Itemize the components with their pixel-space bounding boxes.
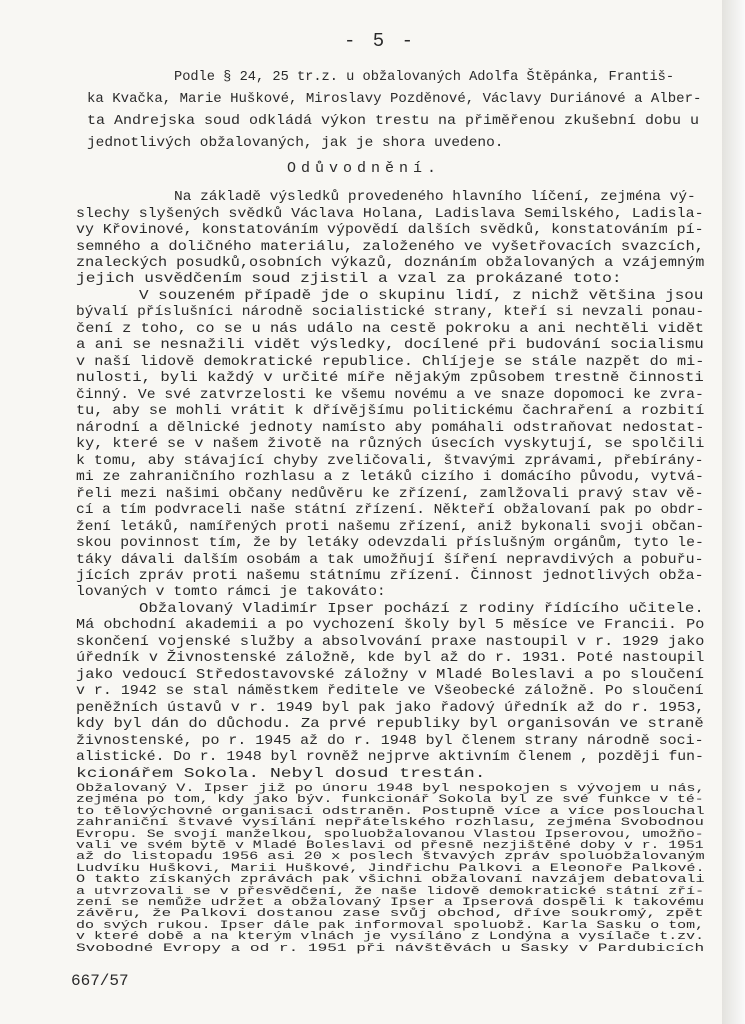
text-line: v naší lidově demokratické republice. Chlíjeje se stále nazpět do mi-: [76, 355, 705, 370]
text-line: zahraniční štvavé vysílání nepřátelského rozhlasu, zejména Svobodnou: [76, 817, 704, 830]
text-line: skončení vojenské služby a absolvování praxe nastoupil v r. 1929 jako: [76, 635, 705, 650]
text-line: do svých rukou. Ipser dále pak informoval spoluobž. Karla Sasku o tom,: [76, 919, 705, 932]
text-line: živnostenské, po r. 1945 až do r. 1948 byl členem strany národně soci-: [76, 734, 704, 749]
text-line: Ludvíku Huškovi, Marii Huškové, Jindřichu Palkovi a Eleonoře Palkové.: [76, 862, 705, 875]
text-line: k tomu, aby stávající chyby zveličovali, štvavými zprávami, přebírány-: [76, 454, 704, 469]
text-line: kdy byl dán do důchodu. Za prvé republiky byl organisován ve straně: [76, 717, 704, 732]
text-line: jako vedoucí Středostavovské záložny v Mladé Boleslavi a po sloučení: [76, 668, 705, 683]
text-line: závěru, že Palkovi dostanou zase svůj obchod, dříve soukromý, zpět: [76, 908, 704, 921]
text-line: semného a doličného materiálu, založeného ve vyšetřovacích svazcích,: [76, 240, 705, 255]
text-line: a ani se nesnažili vidět výsledky, docílené při budování socialismu: [76, 338, 704, 353]
text-line: Má obchodní akademii a po vychození školy byl 5 měsíce ve Francii. Po: [76, 618, 705, 633]
verdict-line: ka Kvačka, Marie Huškové, Miroslavy Pozděnové, Václavy Duriánové a Alber-: [87, 92, 702, 107]
text-line: Obžalovaný V. Ipser již po únoru 1948 byl nespokojen s vývojem u nás,: [76, 783, 705, 795]
text-line: skou povinnost tím, že by letáky odevzdali příslušným orgánům, tyto le-: [76, 536, 704, 551]
section-heading: Odůvodnění.: [287, 160, 442, 177]
text-line: čení z toho, co se u nás událo na cestě pokroku a ani nechtěli vidět: [76, 322, 705, 337]
text-line: žení letáků, namířených proti našemu zřízení, aniž bykonali svoji občan-: [76, 520, 705, 535]
text-line: znaleckých posudků,osobních výkazů, doznáním obžalovaných a vzájemným: [76, 256, 705, 271]
text-line: slechy slyšených svědků Václava Holana, Ladislava Semilského, Ladisla-: [76, 207, 704, 222]
scan-edge: [722, 0, 745, 1024]
text-line: bývalí příslušníci národně socialistické strany, kteří si nevzali ponau-: [76, 305, 705, 320]
file-reference: 667/57: [71, 972, 129, 990]
text-line: v r. 1942 se stal náměstkem ředitele ve Všeobecké záložně. Po sloučení: [76, 684, 704, 699]
text-line: zení se nemůže udržet a obžalovaný Ipser a Ipserová dospěli k takovému: [76, 897, 705, 909]
verdict-line: ta Andrejska soud odkládá výkon trestu na přiměřenou zkušební dobu u: [87, 114, 700, 129]
text-line: úředník v Živnostenské záložně, kde byl až do r. 1931. Poté nastoupil: [76, 651, 705, 666]
text-line: lovaných v tomto rámci je takováto:: [76, 585, 386, 600]
text-line: jejich usvědčením soud zjistil a vzal za prokázané toto:: [76, 272, 622, 287]
verdict-line: Podle § 24, 25 tr.z. u obžalovaných Adolfa Štěpánka, Františ-: [174, 70, 675, 85]
text-line: mi ze zahraničního rozhlasu a z letáků cizího i domácího původu, vytvá-: [76, 470, 704, 485]
text-line: Svobodné Evropy a od r. 1951 při návštěvách u Sasky v Pardubicích: [76, 942, 705, 955]
text-line: jících zpráv proti našemu státnímu zřízení. Činnost jednotlivých obža-: [76, 569, 704, 584]
page-number: - 5 -: [344, 30, 417, 52]
text-line: alistické. Do r. 1948 byl rovněž nejprve aktivním členem , později fun-: [76, 750, 704, 765]
text-line: cí a tím podvraceli naše státní zřízení. Někteří obžalovaní pak po obdr-: [76, 503, 705, 518]
text-line: v které době a na kterým vlnách je vysíláno z Londýna a vysílače t.zv.: [76, 931, 705, 944]
text-line: a utvrzovali se v přesvědčení, že naše lidově demokratické státní zří-: [76, 885, 705, 898]
text-line: Evropu. Se svojí manželkou, spoluobžalovanou Vlastou Ipserovou, umožňo-: [76, 828, 704, 841]
text-line: až do listopadu 1956 asi 20 x poslech štvavých zpráv spoluobžalovaným: [76, 851, 705, 864]
text-line: činný. Ve své zatvrzelosti ke všemu novému a ve snaze dopomoci ke zvra-: [76, 388, 704, 403]
text-line: vali ve svém bytě v Mladé Boleslavi od přesně nezjištěné doby v r. 1951: [76, 840, 704, 852]
text-line: V souzeném případě jde o skupinu lidí, z nichž většina jsou: [139, 289, 704, 304]
text-line: Na základě výsledků provedeného hlavního líčení, zejména vý-: [174, 190, 696, 205]
text-line: peněžních ústavů v r. 1949 byl pak jako řadový úředník až do r. 1953,: [76, 701, 705, 716]
text-line: ky, které se v našem životě na různých úsecích vyskytují, se spolčili: [76, 437, 705, 452]
text-line: nulosti, byli každý v určité míře nějakým způsobem trestně činnosti: [76, 371, 704, 386]
text-line: Obžalovaný Vladimír Ipser pochází z rodiny řídícího učitele.: [139, 602, 704, 617]
text-line: O takto získaných zprávách pak všichni obžalovaní navzájem debatovali: [76, 874, 705, 887]
text-line: řeli mezi našimi občany nedůvěru ke zřízení, zamlžovali pravý stav vě-: [76, 487, 704, 502]
text-line: zejména po tom, kdy jako býv. funkcionář Sokola byl ze své funkce v té-: [76, 794, 704, 807]
text-line: tu, aby se mohli vrátit k dřívějšímu politickému čachraření a rozbití: [76, 404, 705, 419]
text-line: to tělovýchovné organisaci odstraněn. Postupně více a více poslouchal: [76, 805, 705, 818]
text-line: táky dávali dalším osobám a tak umožňují šíření nepravdivých a pobuřu-: [76, 553, 704, 568]
verdict-line: jednotlivých obžalovaných, jak je shora uvedeno.: [87, 136, 504, 151]
text-line: národní a dělnické jednoty namísto aby pomáhali odstraňovat nedostat-: [76, 421, 705, 436]
text-line: vy Křovinové, konstatováním výpovědí dalších svědků, konstatováním pí-: [76, 223, 704, 238]
text-line: kcionářem Sokola. Nebyl dosud trestán.: [76, 767, 486, 782]
